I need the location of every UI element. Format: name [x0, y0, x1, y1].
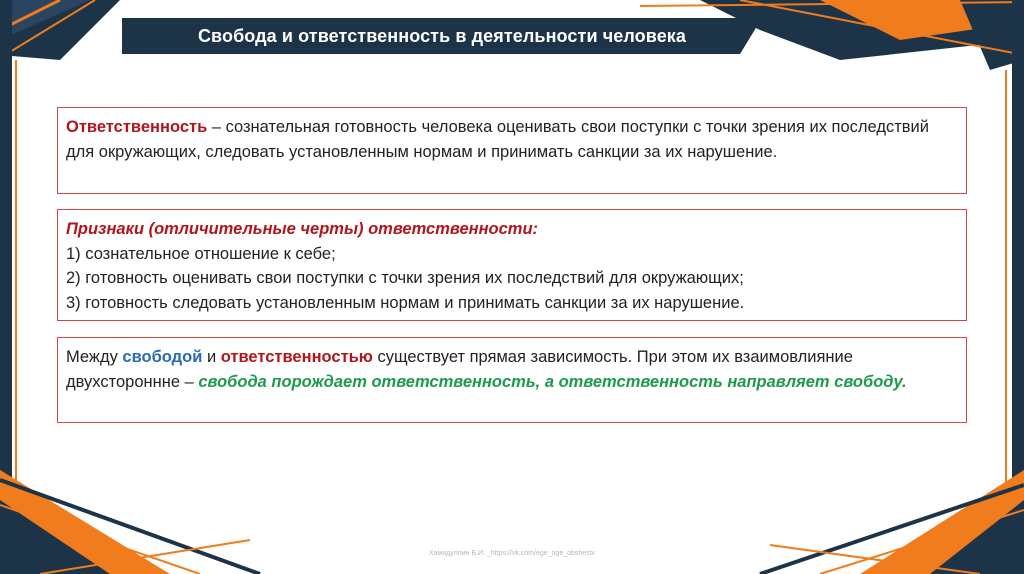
signs-item-1: 1) сознательное отношение к себе;: [66, 244, 336, 263]
slide-title: Свобода и ответственность в деятельности человека: [197, 25, 687, 46]
slide-title-bar: [122, 18, 762, 54]
relation-text-3: существует прямая зависимость. При этом их взаимовлияние двухстороннне –: [66, 348, 853, 391]
relation-responsibility: ответственностью: [220, 348, 373, 366]
relation-conclusion: свобода порождает ответственность, а ответственность направляет свободу.: [198, 372, 907, 391]
definition-term: Ответственность: [66, 118, 208, 136]
signs-item-2: 2) готовность оценивать свои поступки с точки зрения их последствий для окружающих;: [66, 269, 744, 287]
relation-text-2: и: [202, 348, 221, 366]
footer-credit: Хамидуллин Б.И. _https://vk.com/ege_oge_obshestv: [428, 550, 596, 557]
relation-text-1: Между: [66, 348, 123, 366]
relation-freedom: свободой: [122, 348, 203, 366]
signs-heading: Признаки (отличительные черты) ответственности:: [66, 220, 539, 238]
signs-box: [57, 209, 967, 321]
definition-box: [57, 107, 967, 194]
definition-text: – сознательная готовность человека оценивать свои поступки с точки зрения их последствий для окружающих, следовать установленным нормам и принимать санкции за их нарушение.: [66, 118, 929, 161]
relation-box: [57, 337, 967, 423]
signs-item-3: 3) готовность следовать установленным нормам и принимать санкции за их нарушение.: [66, 293, 745, 312]
